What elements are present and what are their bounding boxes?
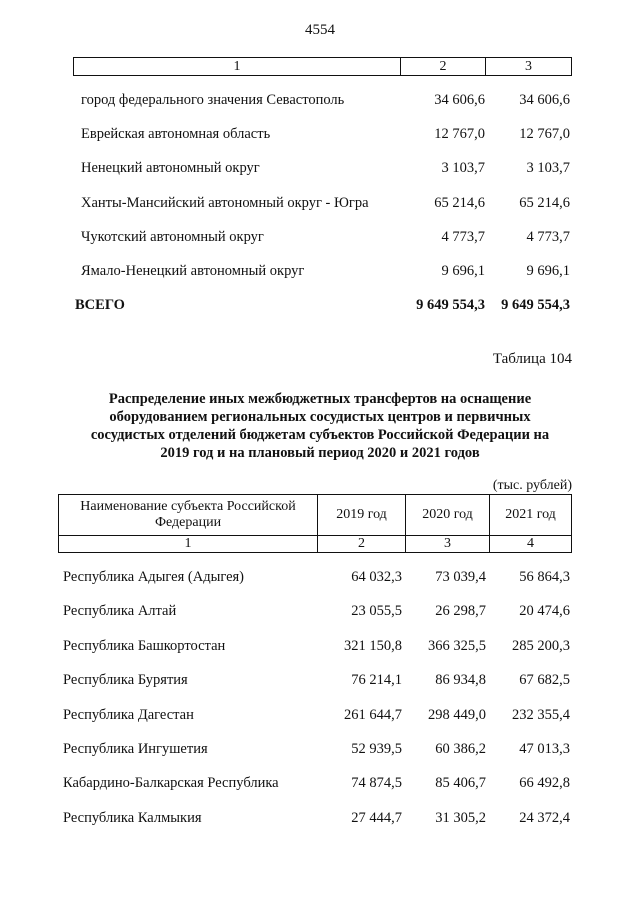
value-2020: 60 386,2 bbox=[435, 740, 486, 757]
total-value-col-3: 9 649 554,3 bbox=[501, 297, 570, 314]
value-2021: 285 200,3 bbox=[512, 637, 570, 654]
header-region-name: Наименование субъекта Российской Федерации bbox=[59, 495, 318, 535]
value-col-3: 34 606,6 bbox=[519, 92, 570, 108]
value-col-3: 3 103,7 bbox=[526, 160, 570, 177]
value-2021: 20 474,6 bbox=[519, 603, 570, 620]
value-col-2: 4 773,7 bbox=[441, 228, 485, 245]
table-row bbox=[73, 260, 570, 294]
value-2020: 85 406,7 bbox=[435, 775, 486, 792]
region-name: Республика Алтай bbox=[63, 603, 177, 620]
value-2019: 64 032,3 bbox=[351, 569, 402, 585]
header-2020: 2020 год bbox=[406, 495, 490, 535]
value-2020: 26 298,7 bbox=[435, 603, 486, 620]
continued-table-body bbox=[73, 89, 570, 328]
value-col-3: 65 214,6 bbox=[519, 194, 570, 211]
region-name: Республика Башкортостан bbox=[63, 637, 226, 654]
table-row bbox=[73, 157, 570, 191]
value-col-2: 65 214,6 bbox=[434, 194, 485, 211]
table-title: Распределение иных межбюджетных трансфертов на оснащение оборудованием региональных сосудистых центров и первичных сосудистых отделений бюджетам субъектов Российской Федерации на 2019 год и на плановый период 2020 и 2021 годов bbox=[90, 391, 550, 461]
table-row bbox=[73, 226, 570, 260]
value-col-3: 9 696,1 bbox=[526, 262, 570, 279]
value-2020: 366 325,5 bbox=[428, 637, 486, 654]
value-2021: 24 372,4 bbox=[519, 809, 570, 826]
page-number: 4554 bbox=[305, 22, 335, 38]
region-name: Ненецкий автономный округ bbox=[81, 160, 260, 177]
table-row bbox=[58, 807, 570, 841]
region-name: город федерального значения Севастополь bbox=[81, 92, 345, 108]
value-2019: 74 874,5 bbox=[351, 775, 402, 792]
value-col-3: 4 773,7 bbox=[526, 228, 570, 245]
continued-table-header bbox=[73, 57, 572, 76]
value-2019: 261 644,7 bbox=[344, 706, 402, 723]
value-2020: 298 449,0 bbox=[428, 706, 486, 723]
table-row bbox=[58, 669, 570, 703]
region-name: Республика Бурятия bbox=[63, 672, 188, 689]
value-2020: 86 934,8 bbox=[435, 672, 486, 689]
table-row bbox=[58, 772, 570, 806]
region-name: Республика Ингушетия bbox=[63, 740, 208, 757]
value-2021: 232 355,4 bbox=[512, 706, 570, 723]
column-number-3: 3 bbox=[525, 59, 532, 74]
region-name: Республика Дагестан bbox=[63, 706, 194, 723]
total-row bbox=[73, 294, 570, 328]
table-label: Таблица 104 bbox=[492, 351, 572, 367]
column-number-4: 4 bbox=[527, 536, 534, 551]
table-row bbox=[73, 123, 570, 157]
region-name: Ямало-Ненецкий автономный округ bbox=[81, 262, 305, 279]
table-row bbox=[58, 738, 570, 772]
table-row bbox=[58, 566, 570, 600]
value-2021: 47 013,3 bbox=[519, 740, 570, 757]
region-name: Чукотский автономный округ bbox=[81, 228, 264, 245]
value-2019: 27 444,7 bbox=[351, 809, 402, 826]
column-number-3: 3 bbox=[406, 536, 490, 552]
region-name: Еврейская автономная область bbox=[81, 126, 271, 143]
value-2021: 66 492,8 bbox=[519, 775, 570, 792]
value-col-3: 12 767,0 bbox=[519, 126, 570, 143]
value-col-2: 34 606,6 bbox=[434, 92, 485, 108]
value-2021: 67 682,5 bbox=[519, 672, 570, 689]
value-col-2: 3 103,7 bbox=[441, 160, 485, 177]
value-2019: 76 214,1 bbox=[351, 672, 402, 689]
table-row bbox=[58, 635, 570, 669]
table-row bbox=[58, 704, 570, 738]
table-row bbox=[58, 600, 570, 634]
region-name: Республика Калмыкия bbox=[63, 809, 202, 826]
table-row bbox=[73, 192, 570, 226]
value-2020: 73 039,4 bbox=[435, 569, 486, 585]
table-104-body bbox=[58, 566, 570, 841]
total-value-col-2: 9 649 554,3 bbox=[416, 297, 485, 314]
value-2019: 321 150,8 bbox=[344, 637, 402, 654]
total-label: ВСЕГО bbox=[75, 297, 125, 314]
value-col-2: 12 767,0 bbox=[434, 126, 485, 143]
region-name: Ханты-Мансийский автономный округ - Югра bbox=[81, 194, 369, 211]
value-col-2: 9 696,1 bbox=[441, 262, 485, 279]
column-number-1: 1 bbox=[74, 58, 401, 75]
header-2021: 2021 год bbox=[505, 507, 556, 522]
table-104-header bbox=[58, 494, 572, 553]
column-number-2: 2 bbox=[401, 58, 486, 75]
column-number-2: 2 bbox=[318, 536, 406, 552]
value-2019: 23 055,5 bbox=[351, 603, 402, 620]
value-2021: 56 864,3 bbox=[519, 569, 570, 585]
header-2019: 2019 год bbox=[318, 495, 406, 535]
value-2020: 31 305,2 bbox=[435, 809, 486, 826]
table-row bbox=[73, 89, 570, 123]
value-2019: 52 939,5 bbox=[351, 740, 402, 757]
region-name: Кабардино-Балкарская Республика bbox=[63, 775, 279, 792]
units-note: (тыс. рублей) bbox=[492, 478, 572, 493]
column-number-1: 1 bbox=[59, 536, 318, 552]
region-name: Республика Адыгея (Адыгея) bbox=[63, 569, 245, 585]
